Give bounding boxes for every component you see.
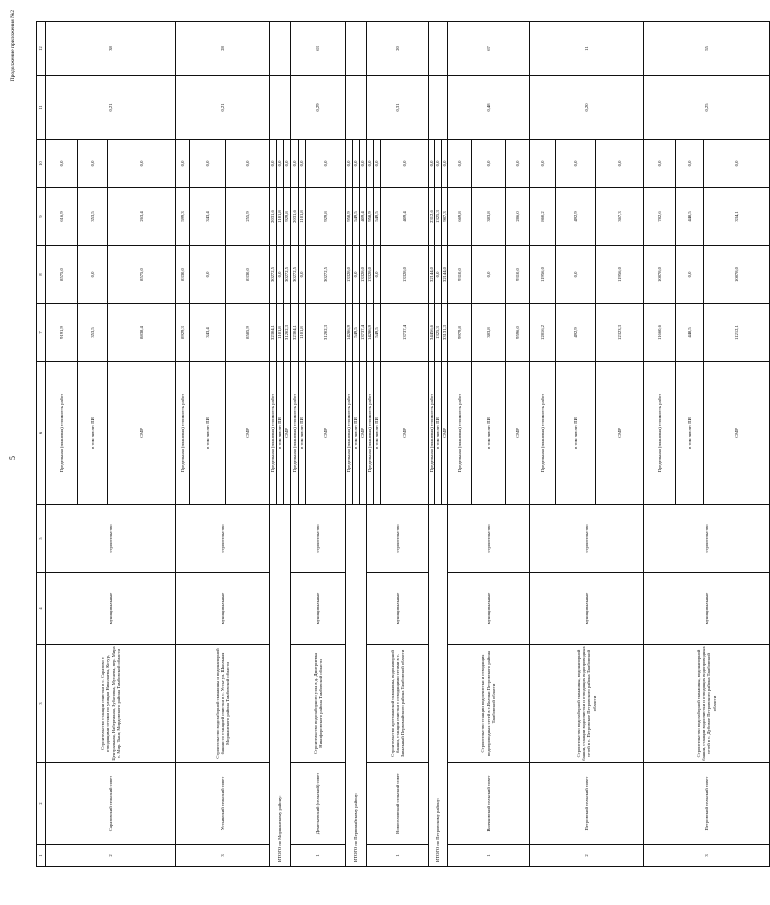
header-cell: 11 (37, 76, 46, 140)
cost-value: 929,8 (306, 188, 346, 246)
cost-label: в том числе: ПИ (277, 362, 284, 505)
cost-value: 13328,0 (360, 246, 367, 304)
cost-value: 0,0 (78, 140, 108, 188)
cost-label: СМР (108, 362, 176, 505)
header-cell: 5 (37, 505, 46, 573)
cost-value: 0,0 (529, 140, 555, 188)
object-name: Строительство водозаборной скважины, водонапорной башни, станции водоочистки и отводящих водопроводных сетей в с. Петровское Петровского района Тамбовской области (529, 645, 643, 763)
cost-label: Предельная (плановая) стоимость работ (176, 362, 190, 505)
header-cell: 2 (37, 763, 46, 845)
cost-value: 0,0 (176, 140, 190, 188)
cost-value: 0,0 (703, 140, 769, 188)
table-row (529, 22, 555, 867)
cost-value: 343,4 (190, 304, 226, 362)
cost-value: 2031,6 (291, 188, 299, 246)
cost-value: 0,0 (299, 246, 306, 304)
header-cell: 3 (37, 645, 46, 763)
cost-value: 0,0 (471, 140, 505, 188)
cost-value: 0,0 (435, 140, 441, 188)
cost-value: 549,5 (374, 188, 381, 246)
table-row (176, 22, 190, 867)
cost-value: 549,5 (353, 188, 360, 246)
financing-type: муниципальные (447, 573, 529, 645)
header-cell: 7 (37, 304, 46, 362)
cost-value: 30272,5 (306, 246, 346, 304)
cost-value: 448,5 (675, 304, 703, 362)
total-label: ИТОГО по Первомайскому району: (346, 505, 367, 867)
cost-value: 409,4 (381, 188, 429, 246)
financing-type: муниципальные (291, 573, 346, 645)
cost-value: 11956,0 (595, 246, 643, 304)
cost-value: 0,0 (555, 246, 595, 304)
cost-value: 0,0 (277, 246, 284, 304)
cost-value: 1325,3 (435, 304, 441, 362)
cost-value: 0,0 (675, 246, 703, 304)
cost-value: 0,0 (353, 246, 360, 304)
cost-label: в том числе: ПИ (353, 362, 360, 505)
cost-value: 13737,4 (381, 304, 429, 362)
table-row (643, 22, 675, 867)
indicator-value: 0,21 (46, 76, 176, 140)
cost-value: 0,0 (595, 140, 643, 188)
table-row (37, 22, 46, 867)
financing-type: муниципальные (367, 573, 429, 645)
financing-type: муниципальные (643, 573, 769, 645)
cost-value: 11212,1 (703, 304, 769, 362)
indicator-value: 0,25 (643, 76, 769, 140)
cost-value: 1101,8 (299, 304, 306, 362)
cost-value: 492,9 (555, 304, 595, 362)
council-name: Петровский сельский совет (643, 763, 769, 845)
cost-label: в том числе: ПИ (435, 362, 441, 505)
cost-value: 549,5 (353, 304, 360, 362)
indicator-count: 63 (291, 22, 346, 76)
cost-value: 1325,3 (435, 188, 441, 246)
financing-type: муниципальные (529, 573, 643, 645)
cost-value: 929,8 (284, 188, 291, 246)
council-name: Петровский сельский совет (529, 763, 643, 845)
cost-value: 0,0 (346, 140, 353, 188)
cost-value: 987,3 (441, 188, 447, 246)
cost-label: в том числе: ПИ (190, 362, 226, 505)
cost-label: СМР (284, 362, 291, 505)
empty-cell (346, 76, 367, 140)
cost-value: 9310,0 (505, 246, 529, 304)
cost-label: СМР (306, 362, 346, 505)
cost-value: 12323,3 (595, 304, 643, 362)
object-name: Строительство артезианской скважины, водонапорной башни, станции очистки с отводящими сетями в с. Завальный Первомайского района Тамбовской области (367, 645, 429, 763)
row-number: 1 (447, 845, 529, 867)
row-number: 2 (46, 845, 176, 867)
council-name: Волчковский сельский совет (447, 763, 529, 845)
row-number: 3 (176, 845, 270, 867)
work-type: строительство (529, 505, 643, 573)
cost-value: 383,8 (471, 188, 505, 246)
indicator-value: 0,21 (176, 76, 270, 140)
cost-value: 1101,8 (299, 188, 306, 246)
header-cell: 4 (37, 573, 46, 645)
cost-value: 9191,9 (46, 304, 78, 362)
indicator-value: 0,20 (529, 76, 643, 140)
cost-label: Предельная (плановая) стоимость работ (447, 362, 471, 505)
cost-value: 0,0 (447, 140, 471, 188)
cost-label: в том числе: ПИ (299, 362, 306, 505)
indicator-count: 67 (447, 22, 529, 76)
cost-value: 0,0 (471, 246, 505, 304)
cost-value: 409,4 (360, 188, 367, 246)
cost-value: 343,4 (190, 188, 226, 246)
work-type: строительство (643, 505, 769, 573)
council-name: Деметьевский (сельский) совет (291, 763, 346, 845)
cost-label: в том числе: ПИ (471, 362, 505, 505)
cost-value: 367,3 (595, 188, 643, 246)
cost-value: 0,0 (291, 140, 299, 188)
cost-value: 0,0 (675, 140, 703, 188)
cost-value: 8575,0 (46, 246, 78, 304)
cost-value: 0,0 (374, 140, 381, 188)
cost-value: 1101,8 (277, 304, 284, 362)
cost-label: Предельная (плановая) стоимость работ (529, 362, 555, 505)
council-name: Устьинский сельский совет (176, 763, 270, 845)
cost-value: 0,0 (353, 140, 360, 188)
cost-value: 0,0 (435, 246, 441, 304)
work-type: строительство (46, 505, 176, 573)
cost-value: 32144,0 (429, 246, 435, 304)
header-cell: 10 (37, 140, 46, 188)
cost-label: СМР (595, 362, 643, 505)
table-row (270, 22, 277, 867)
header-cell: 1 (37, 845, 46, 867)
cost-value: 32304,1 (291, 304, 299, 362)
work-type: строительство (367, 505, 429, 573)
council-name: Новоселовский сельский совет (367, 763, 429, 845)
cost-label: в том числе: ПИ (374, 362, 381, 505)
cost-value: 32304,1 (270, 304, 277, 362)
cost-value: 34456,6 (429, 304, 435, 362)
cost-value: 8929,3 (176, 304, 190, 362)
cost-value: 31202,3 (306, 304, 346, 362)
cost-value: 13328,0 (381, 246, 429, 304)
cost-value: 13737,4 (360, 304, 367, 362)
indicator-count: 20 (367, 22, 429, 76)
cost-label: Предельная (плановая) стоимость работ (346, 362, 353, 505)
cost-value: 32144,0 (441, 246, 447, 304)
empty-cell (270, 22, 291, 76)
council-name: Саразовский сельский совет (46, 763, 176, 845)
page-number: 5 (8, 456, 17, 460)
row-number: 2 (529, 845, 643, 867)
cost-value: 11956,0 (529, 246, 555, 304)
cost-value: 8838,4 (108, 304, 176, 362)
cost-value: 9310,0 (447, 246, 471, 304)
cost-value: 31202,3 (284, 304, 291, 362)
cost-value: 0,0 (555, 140, 595, 188)
header-cell: 8 (37, 246, 46, 304)
cost-label: Предельная (плановая) стоимость работ (270, 362, 277, 505)
cost-label: СМР (226, 362, 270, 505)
cost-value: 8330,0 (176, 246, 190, 304)
cost-value: 0,0 (381, 140, 429, 188)
cost-value: 492,9 (555, 188, 595, 246)
cost-value: 0,0 (270, 140, 277, 188)
cost-value: 0,0 (306, 140, 346, 188)
cost-value: 599,3 (176, 188, 190, 246)
row-number: 3 (643, 845, 769, 867)
cost-label: Предельная (плановая) стоимость работ (429, 362, 435, 505)
empty-cell (270, 76, 291, 140)
cost-value: 448,5 (675, 188, 703, 246)
empty-cell (346, 22, 367, 76)
cost-label: в том числе: ПИ (555, 362, 595, 505)
cost-label: Предельная (плановая) стоимость работ (643, 362, 675, 505)
empty-cell (429, 76, 448, 140)
table-row (291, 22, 299, 867)
continuation-note: Продолжение приложения №2 (10, 10, 16, 82)
cost-value: 782,6 (643, 188, 675, 246)
cost-value: 0,0 (190, 246, 226, 304)
cost-value: 0,0 (277, 140, 284, 188)
financing-type: муниципальные (176, 573, 270, 645)
cost-label: Предельная (плановая) стоимость работ (46, 362, 78, 505)
cost-value: 0,0 (108, 140, 176, 188)
indicator-value: 0,31 (367, 76, 429, 140)
cost-value: 0,0 (643, 140, 675, 188)
cost-value: 0,0 (78, 246, 108, 304)
cost-value: 2312,6 (429, 188, 435, 246)
table-row (46, 22, 78, 867)
cost-value: 14286,9 (346, 304, 353, 362)
cost-value: 30272,5 (284, 246, 291, 304)
cost-label: в том числе: ПИ (78, 362, 108, 505)
object-name: Строительство станции очистки в с. Саразово с отводящими сетями по улицам Николаева, Котур, Центральная, Набережная, Зубатовка, Мусаева, пер. Мира с. Мир. Тынг, Мирдовского района Тамбовской области (46, 645, 176, 763)
cost-value: 8575,0 (108, 246, 176, 304)
cost-label: СМР (505, 362, 529, 505)
table-row (367, 22, 374, 867)
header-cell: 6 (37, 362, 46, 505)
cost-value: 860,2 (529, 188, 555, 246)
indicator-value: 0,48 (447, 76, 529, 140)
cost-value: 353,5 (78, 304, 108, 362)
cost-value: 2031,6 (270, 188, 277, 246)
cost-value: 9596,0 (505, 304, 529, 362)
cost-value: 0,0 (429, 140, 435, 188)
cost-value: 0,0 (284, 140, 291, 188)
cost-label: СМР (360, 362, 367, 505)
header-cell: 9 (37, 188, 46, 246)
indicator-value: 0,29 (291, 76, 346, 140)
object-name: Строительство водозаборного узла в д. Дмитриевка Никифоровского района Тамбовской области (291, 645, 346, 763)
cost-value: 0,0 (505, 140, 529, 188)
row-number: 1 (291, 845, 346, 867)
work-type: строительство (176, 505, 270, 573)
cost-label: СМР (381, 362, 429, 505)
cost-value: 11660,6 (643, 304, 675, 362)
cost-value: 30272,5 (270, 246, 277, 304)
cost-value: 0,0 (441, 140, 447, 188)
work-type: строительство (447, 505, 529, 573)
cost-value: 958,9 (367, 188, 374, 246)
indicator-count: 28 (176, 22, 270, 76)
table-row (346, 22, 353, 867)
cost-value: 13328,0 (346, 246, 353, 304)
object-name: Строительство водозаборной скважины и водонапорной башни со станцией очистки в с. Устье ул. Школьная Моршанского района Тамбовской области (176, 645, 270, 763)
object-name: Строительство водозаборной скважины, водонапорной башни, станции водоочистки и отводящих водопроводных сетей в с. Дубовое Петровского района Тамбовской области (643, 645, 769, 763)
cost-value: 30272,5 (291, 246, 299, 304)
cost-value: 0,0 (299, 140, 306, 188)
cost-value: 383,8 (471, 304, 505, 362)
table-row (447, 22, 471, 867)
appendix-table (36, 21, 770, 867)
cost-value: 0,0 (190, 140, 226, 188)
cost-label: СМР (441, 362, 447, 505)
cost-value: 14286,9 (367, 304, 374, 362)
cost-value: 286,0 (505, 188, 529, 246)
row-number: 1 (367, 845, 429, 867)
cost-value: 616,9 (46, 188, 78, 246)
cost-value: 334,1 (703, 188, 769, 246)
cost-label: СМР (703, 362, 769, 505)
cost-value: 12816,2 (529, 304, 555, 362)
cost-value: 669,8 (447, 188, 471, 246)
cost-label: Предельная (плановая) стоимость работ (291, 362, 299, 505)
cost-value: 958,9 (346, 188, 353, 246)
indicator-count: 11 (529, 22, 643, 76)
financing-type: муниципальные (46, 573, 176, 645)
cost-value: 8330,0 (226, 246, 270, 304)
cost-value: 549,5 (374, 304, 381, 362)
cost-label: Предельная (плановая) стоимость работ (367, 362, 374, 505)
indicator-count: 55 (643, 22, 769, 76)
cost-value: 263,4 (108, 188, 176, 246)
header-cell: 12 (37, 22, 46, 76)
cost-value: 10878,0 (703, 246, 769, 304)
cost-label: в том числе: ПИ (675, 362, 703, 505)
object-name: Строительство станции водоочистки и отводящих водопроводных сетей в с.Волчки Петровского района Тамбовской области (447, 645, 529, 763)
cost-value: 255,9 (226, 188, 270, 246)
indicator-count: 38 (46, 22, 176, 76)
cost-value: 0,0 (374, 246, 381, 304)
cost-value: 0,0 (46, 140, 78, 188)
cost-value: 10878,0 (643, 246, 675, 304)
cost-value: 8585,9 (226, 304, 270, 362)
cost-value: 353,5 (78, 188, 108, 246)
cost-value: 33131,3 (441, 304, 447, 362)
total-label: ИТОГО по Моршанскому району: (270, 505, 291, 867)
work-type: строительство (291, 505, 346, 573)
cost-value: 0,0 (360, 140, 367, 188)
cost-value: 13328,0 (367, 246, 374, 304)
cost-value: 0,0 (226, 140, 270, 188)
empty-cell (429, 22, 448, 76)
cost-value: 1101,8 (277, 188, 284, 246)
cost-value: 9979,8 (447, 304, 471, 362)
cost-value: 0,0 (367, 140, 374, 188)
total-label: ИТОГО по Петровскому району: (429, 505, 448, 867)
